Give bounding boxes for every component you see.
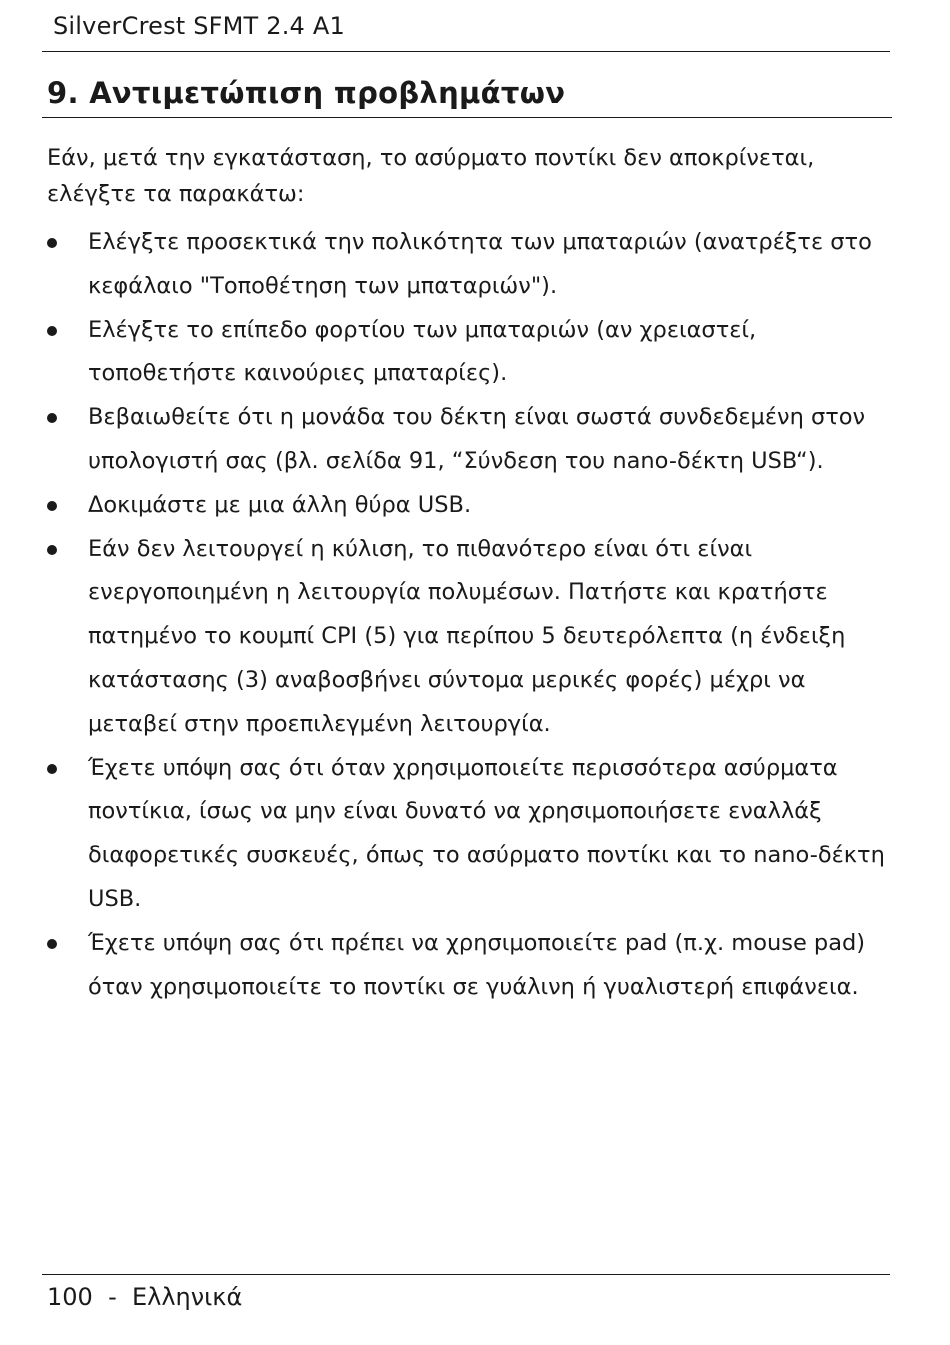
list-item [47,484,887,528]
bullet-icon [47,238,57,248]
section-title: 9. Αντιμετώπιση προβλημάτων [47,76,566,110]
list-item [47,528,887,747]
title-divider [42,117,892,118]
list-item-text: Βεβαιωθείτε ότι η μονάδα του δέκτη είναι σωστά συνδεδεμένη στον υπολογιστή σας (βλ. σελίδα 91, “Σύνδεση του nano-δέκτη USB“). [88,404,866,474]
bullet-icon [47,939,57,949]
list-item-text: Ελέγξτε προσεκτικά την πολικότητα των μπαταριών (ανατρέξτε στο κεφάλαιο "Τοποθέτηση των μπαταριών"). [88,229,872,299]
list-item-text: Δοκιμάστε με μια άλλη θύρα USB. [88,491,472,518]
header-divider [42,51,890,52]
list-item [47,309,887,397]
list-item-text: Έχετε υπόψη σας ότι πρέπει να χρησιμοποιείτε pad (π.χ. mouse pad) όταν χρησιμοποιείτε το ποντίκι σε γυάλινη ή γυαλιστερή επιφάνεια. [88,929,866,1000]
footer-divider [42,1274,890,1275]
bullet-icon [47,326,57,336]
intro-paragraph: Εάν, μετά την εγκατάσταση, το ασύρματο ποντίκι δεν αποκρίνεται, ελέγξτε τα παρακάτω: [47,145,815,207]
document-header: SilverCrest SFMT 2.4 A1 [53,12,345,40]
list-item-text: Εάν δεν λειτουργεί η κύλιση, το πιθανότερο είναι ότι είναι ενεργοποιημένη η λειτουργία πολυμέσων. Πατήστε και κρατήστε πατημένο το κουμπί CPI (5) για περίπου 5 δευτερόλεπτα (η ένδειξη κατάστασης (3) αναβοσβήνει σύντομα μερικές φορές) μέχρι να μεταβεί στην προεπιλεγμένη λειτουργία. [88,535,846,737]
list-item [47,221,887,309]
bullet-icon [47,545,57,555]
list-item-text: Ελέγξτε το επίπεδο φορτίου των μπαταριών (αν χρειαστεί, τοποθετήστε καινούριες μπαταρίες). [88,316,757,387]
list-item [47,922,887,1010]
list-item-text: Έχετε υπόψη σας ότι όταν χρησιμοποιείτε περισσότερα ασύρματα ποντίκια, ίσως να μην είναι δυνατό να χρησιμοποιήσετε εναλλάξ διαφορετικές συσκευές, όπως το ασύρματο ποντίκι και το nano-δέκτη USB. [88,754,885,912]
bullet-icon [47,764,57,774]
bullet-icon [47,501,57,511]
bullet-icon [47,413,57,423]
page-footer: 100 - Ελληνικά [47,1283,243,1311]
list-item [47,747,887,922]
troubleshooting-list [47,221,887,1009]
list-item [47,396,887,484]
